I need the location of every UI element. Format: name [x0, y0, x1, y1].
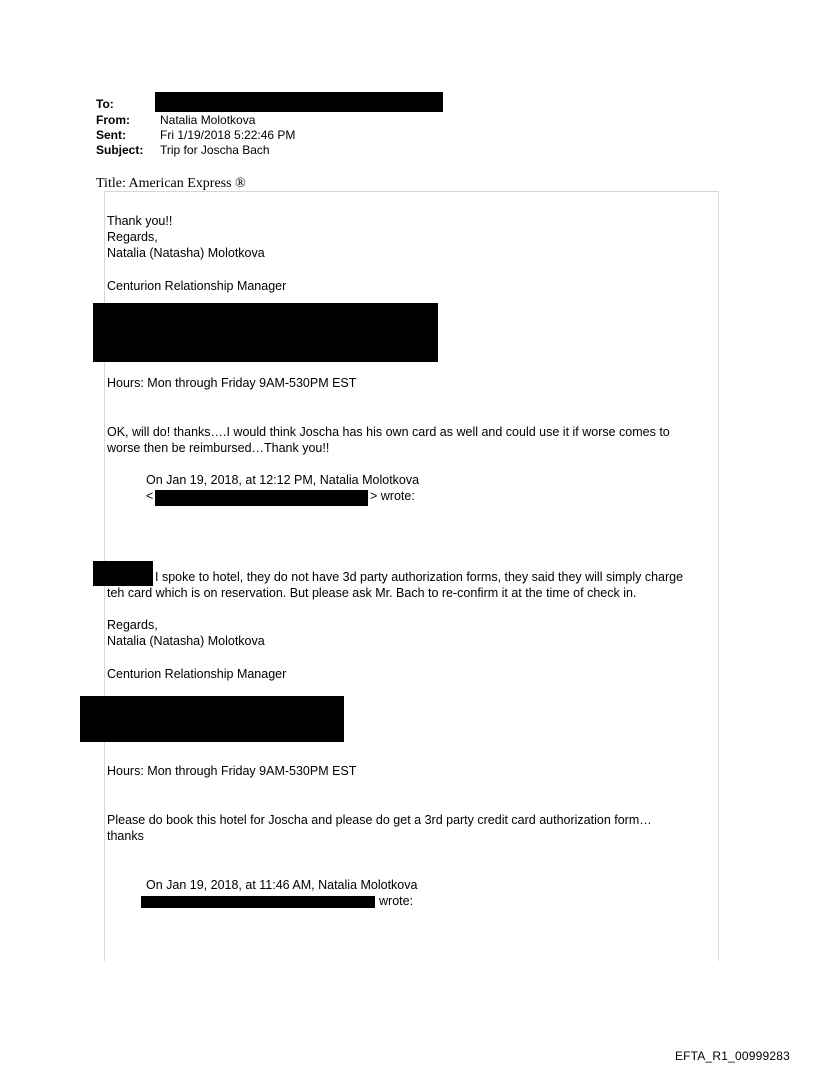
- to-label: To:: [96, 97, 114, 111]
- hotel-message: I spoke to hotel, they do not have 3d party authorization forms, they said they will simply charge teh card which is on reservation. But please ask Mr. Bach to re-confirm it at the time of check in.: [107, 570, 684, 600]
- quote-header-2-wrote: wrote:: [379, 894, 414, 908]
- redaction-contact-block-1: [93, 303, 438, 362]
- quote-header-1-lt: <: [146, 489, 154, 503]
- reply-message-1: OK, will do! thanks….I would think Joscha has his own card as well and could use it if worse comes to worse then be reimbursed…Thank you!!: [107, 425, 670, 455]
- signature-role-1: Centurion Relationship Manager: [107, 279, 287, 293]
- document-title: Title: American Express ®: [96, 176, 246, 191]
- subject-value: Trip for Joscha Bach: [160, 143, 270, 157]
- sent-value: Fri 1/19/2018 5:22:46 PM: [160, 128, 296, 142]
- redaction-contact-block-2: [80, 696, 344, 742]
- document-id: EFTA_R1_00999283: [674, 1049, 790, 1063]
- signature-role-2: Centurion Relationship Manager: [107, 667, 287, 681]
- sent-label: Sent:: [96, 128, 126, 142]
- redaction-to-address: [155, 92, 443, 112]
- signature-name-2: Natalia (Natasha) Molotkova: [107, 634, 265, 648]
- quote-header-1: On Jan 19, 2018, at 12:12 PM, Natalia Molotkova: [146, 473, 420, 487]
- redaction-email-2: [141, 896, 375, 908]
- hours-line-2: Hours: Mon through Friday 9AM-530PM EST: [107, 764, 357, 778]
- from-label: From:: [96, 113, 130, 127]
- hours-line-1: Hours: Mon through Friday 9AM-530PM EST: [107, 376, 357, 390]
- thanks-line: Thank you!!: [107, 214, 173, 228]
- reply-message-2: Please do book this hotel for Joscha and please do get a 3rd party credit card authorization form…thanks: [107, 813, 652, 843]
- regards-line-2: Regards,: [107, 618, 158, 632]
- redaction-email-1: [155, 490, 368, 506]
- subject-label: Subject:: [96, 143, 144, 157]
- signature-name-1: Natalia (Natasha) Molotkova: [107, 246, 265, 260]
- quote-header-2: On Jan 19, 2018, at 11:46 AM, Natalia Molotkova: [146, 878, 418, 892]
- quote-header-1-wrote: > wrote:: [370, 489, 415, 503]
- regards-line-1: Regards,: [107, 230, 158, 244]
- from-value: Natalia Molotkova: [160, 113, 256, 127]
